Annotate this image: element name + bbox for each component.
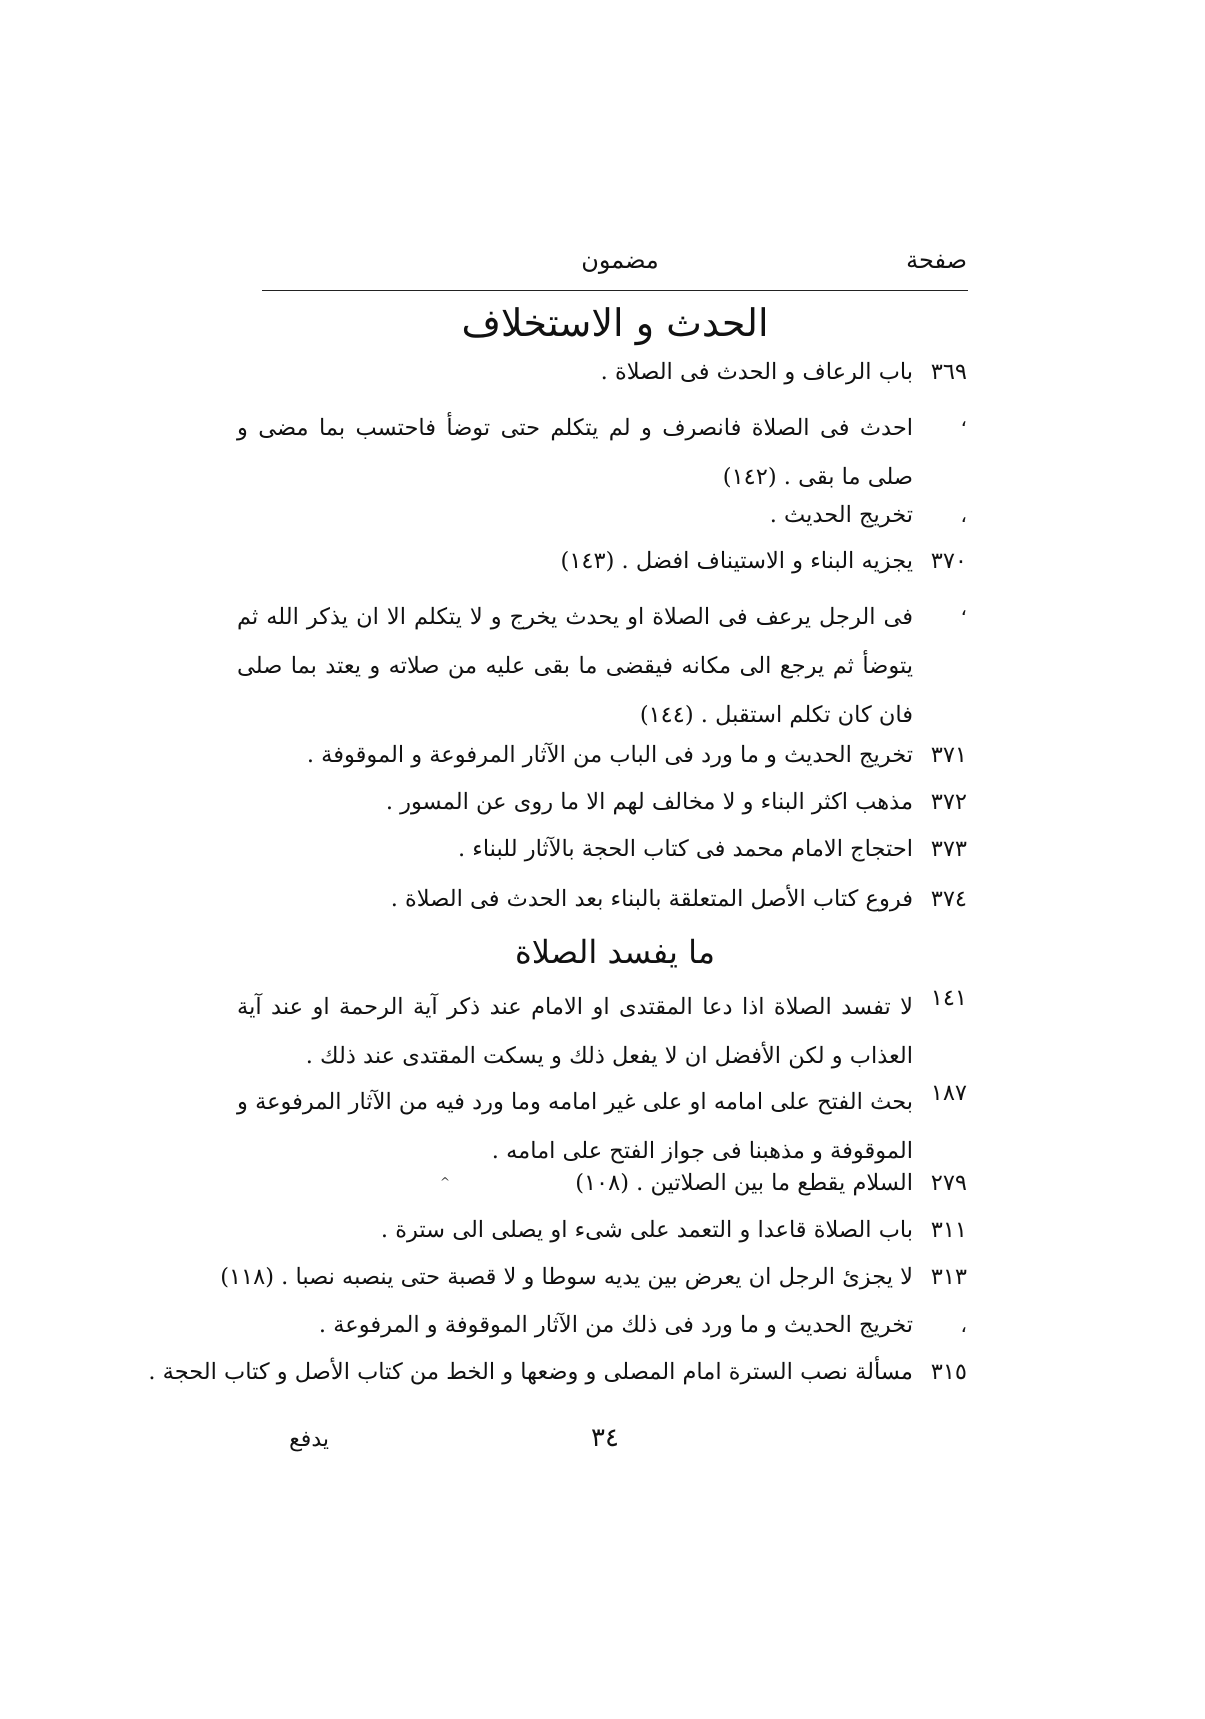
entry-text: السلام يقطع ما بين الصلاتين . (١٠٨) (575, 1170, 913, 1196)
ditto-mark: ، (960, 1313, 967, 1337)
ditto-mark: ، (960, 407, 967, 431)
entry-text: لا يجزئ الرجل ان يعرض بين يديه سوطا و لا قصبة حتى ينصبه نصبا . (١١٨) (220, 1264, 913, 1290)
entry-text: احدث فى الصلاة فانصرف و لم يتكلم حتى توضأ فاحتسب بما مضى و صلى ما بقى . (١٤٢) (237, 415, 913, 490)
entry-page-number: ٣٦٩ (930, 359, 967, 385)
entry-text: تخريج الحديث و ما ورد فى الباب من الآثار المرفوعة و الموقوفة . (306, 742, 913, 768)
column-header-page: صفحة (906, 246, 967, 274)
entry-page-number: ٢٧٩ (930, 1170, 967, 1196)
entry-text: تخريج الحديث . (769, 502, 913, 528)
entry-page-number: ٣٧١ (930, 742, 967, 768)
entry-text: مذهب اكثر البناء و لا مخالف لهم الا ما روى عن المسور . (385, 789, 913, 815)
entry-text: مسألة نصب السترة امام المصلى و وضعها و الخط من كتاب الأصل و كتاب الحجة . (148, 1359, 913, 1385)
entry-text: لا تفسد الصلاة اذا دعا المقتدى او الامام عند ذكر آية الرحمة او عند آية العذاب و لكن الأفضل ان لا يفعل ذلك و يسكت المقتدى عند ذلك . (237, 994, 913, 1069)
entry-text: فروع كتاب الأصل المتعلقة بالبناء بعد الحدث فى الصلاة . (390, 886, 913, 912)
section-title: الحدث و الاستخلاف (461, 301, 769, 345)
ditto-mark: ، (960, 503, 967, 527)
header-divider (262, 290, 968, 291)
entry-text: احتجاج الامام محمد فى كتاب الحجة بالآثار للبناء . (457, 836, 913, 862)
entry-text: تخريج الحديث و ما ورد فى ذلك من الآثار الموقوفة و المرفوعة . (318, 1312, 913, 1338)
column-header-subject: مضمون (581, 246, 659, 274)
entry-page-number: ٣٧٣ (930, 836, 967, 862)
entry-text: باب الصلاة قاعدا و التعمد على شىء او يصلى الى سترة . (380, 1217, 913, 1243)
section-title: ما يفسد الصلاة (515, 933, 715, 971)
entry-page-number: ١٤١ (930, 985, 967, 1011)
print-speck: ^ (440, 1175, 451, 1189)
entry-text: باب الرعاف و الحدث فى الصلاة . (600, 359, 913, 385)
entry-text: فى الرجل يرعف فى الصلاة او يحدث يخرج و لا يتكلم الا ان يذكر الله ثم يتوضأ ثم يرجع الى مكانه فيقضى ما بقى عليه من صلاته و يعتد بما صلى فان كان تكلم استقبل . (١٤٤) (237, 604, 913, 728)
entry-text: بحث الفتح على امامه او على غير امامه وما ورد فيه من الآثار المرفوعة و الموقوفة و مذهبنا فى جواز الفتح على امامه . (237, 1089, 913, 1164)
entry-page-number: ٣١٣ (930, 1264, 967, 1290)
entry-page-number: ٣١١ (930, 1217, 967, 1243)
ditto-mark: ، (960, 596, 967, 620)
catchword: يدفع (289, 1427, 329, 1452)
entry-page-number: ١٨٧ (930, 1080, 967, 1106)
entry-page-number: ٣٧٤ (930, 886, 967, 912)
entry-text: يجزيه البناء و الاستيناف افضل . (١٤٣) (560, 548, 913, 574)
page-number: ٣٤ (591, 1423, 619, 1453)
entry-page-number: ٣٧٠ (930, 548, 967, 574)
entry-page-number: ٣١٥ (930, 1359, 967, 1385)
entry-page-number: ٣٧٢ (930, 789, 967, 815)
